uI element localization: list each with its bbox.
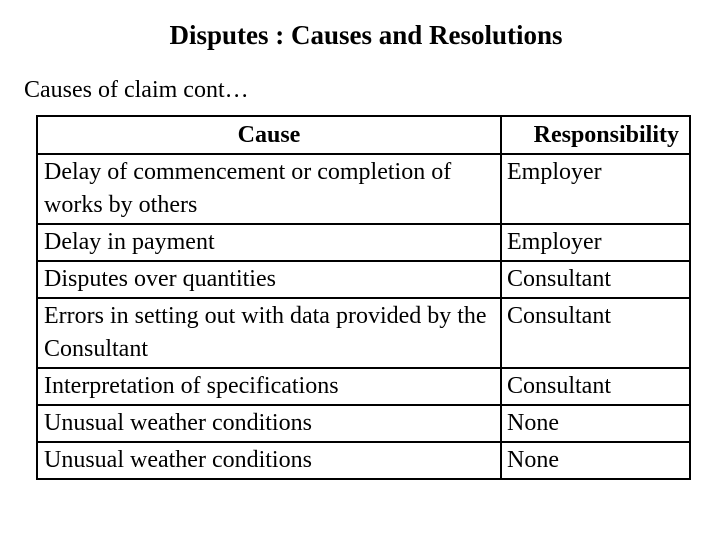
responsibility-cell: None [501, 405, 690, 442]
responsibility-cell: Consultant [501, 368, 690, 405]
responsibility-cell: None [501, 442, 690, 479]
header-cause: Cause [37, 116, 501, 154]
table-header-row [37, 116, 690, 154]
responsibility-cell: Employer [501, 154, 690, 224]
cause-cell: Errors in setting out with data provided by the Consultant [37, 298, 501, 368]
cause-cell: Interpretation of specifications [37, 368, 501, 405]
header-responsibility: Responsibility [501, 116, 690, 154]
table-row [37, 368, 690, 405]
cause-cell: Unusual weather conditions [37, 405, 501, 442]
table-row [37, 224, 690, 261]
table-row [37, 442, 690, 479]
responsibility-cell: Employer [501, 224, 690, 261]
table-row [37, 261, 690, 298]
table-row [37, 154, 690, 224]
responsibility-cell: Consultant [501, 298, 690, 368]
cause-cell: Delay of commencement or completion of works by others [37, 154, 501, 224]
slide-title: Disputes : Causes and Resolutions [169, 20, 563, 50]
responsibility-cell: Consultant [501, 261, 690, 298]
table-row [37, 298, 690, 368]
slide-subtitle: Causes of claim cont… [24, 77, 249, 103]
cause-cell: Disputes over quantities [37, 261, 501, 298]
table-row [37, 405, 690, 442]
cause-cell: Unusual weather conditions [37, 442, 501, 479]
causes-table [36, 115, 691, 480]
cause-cell: Delay in payment [37, 224, 501, 261]
